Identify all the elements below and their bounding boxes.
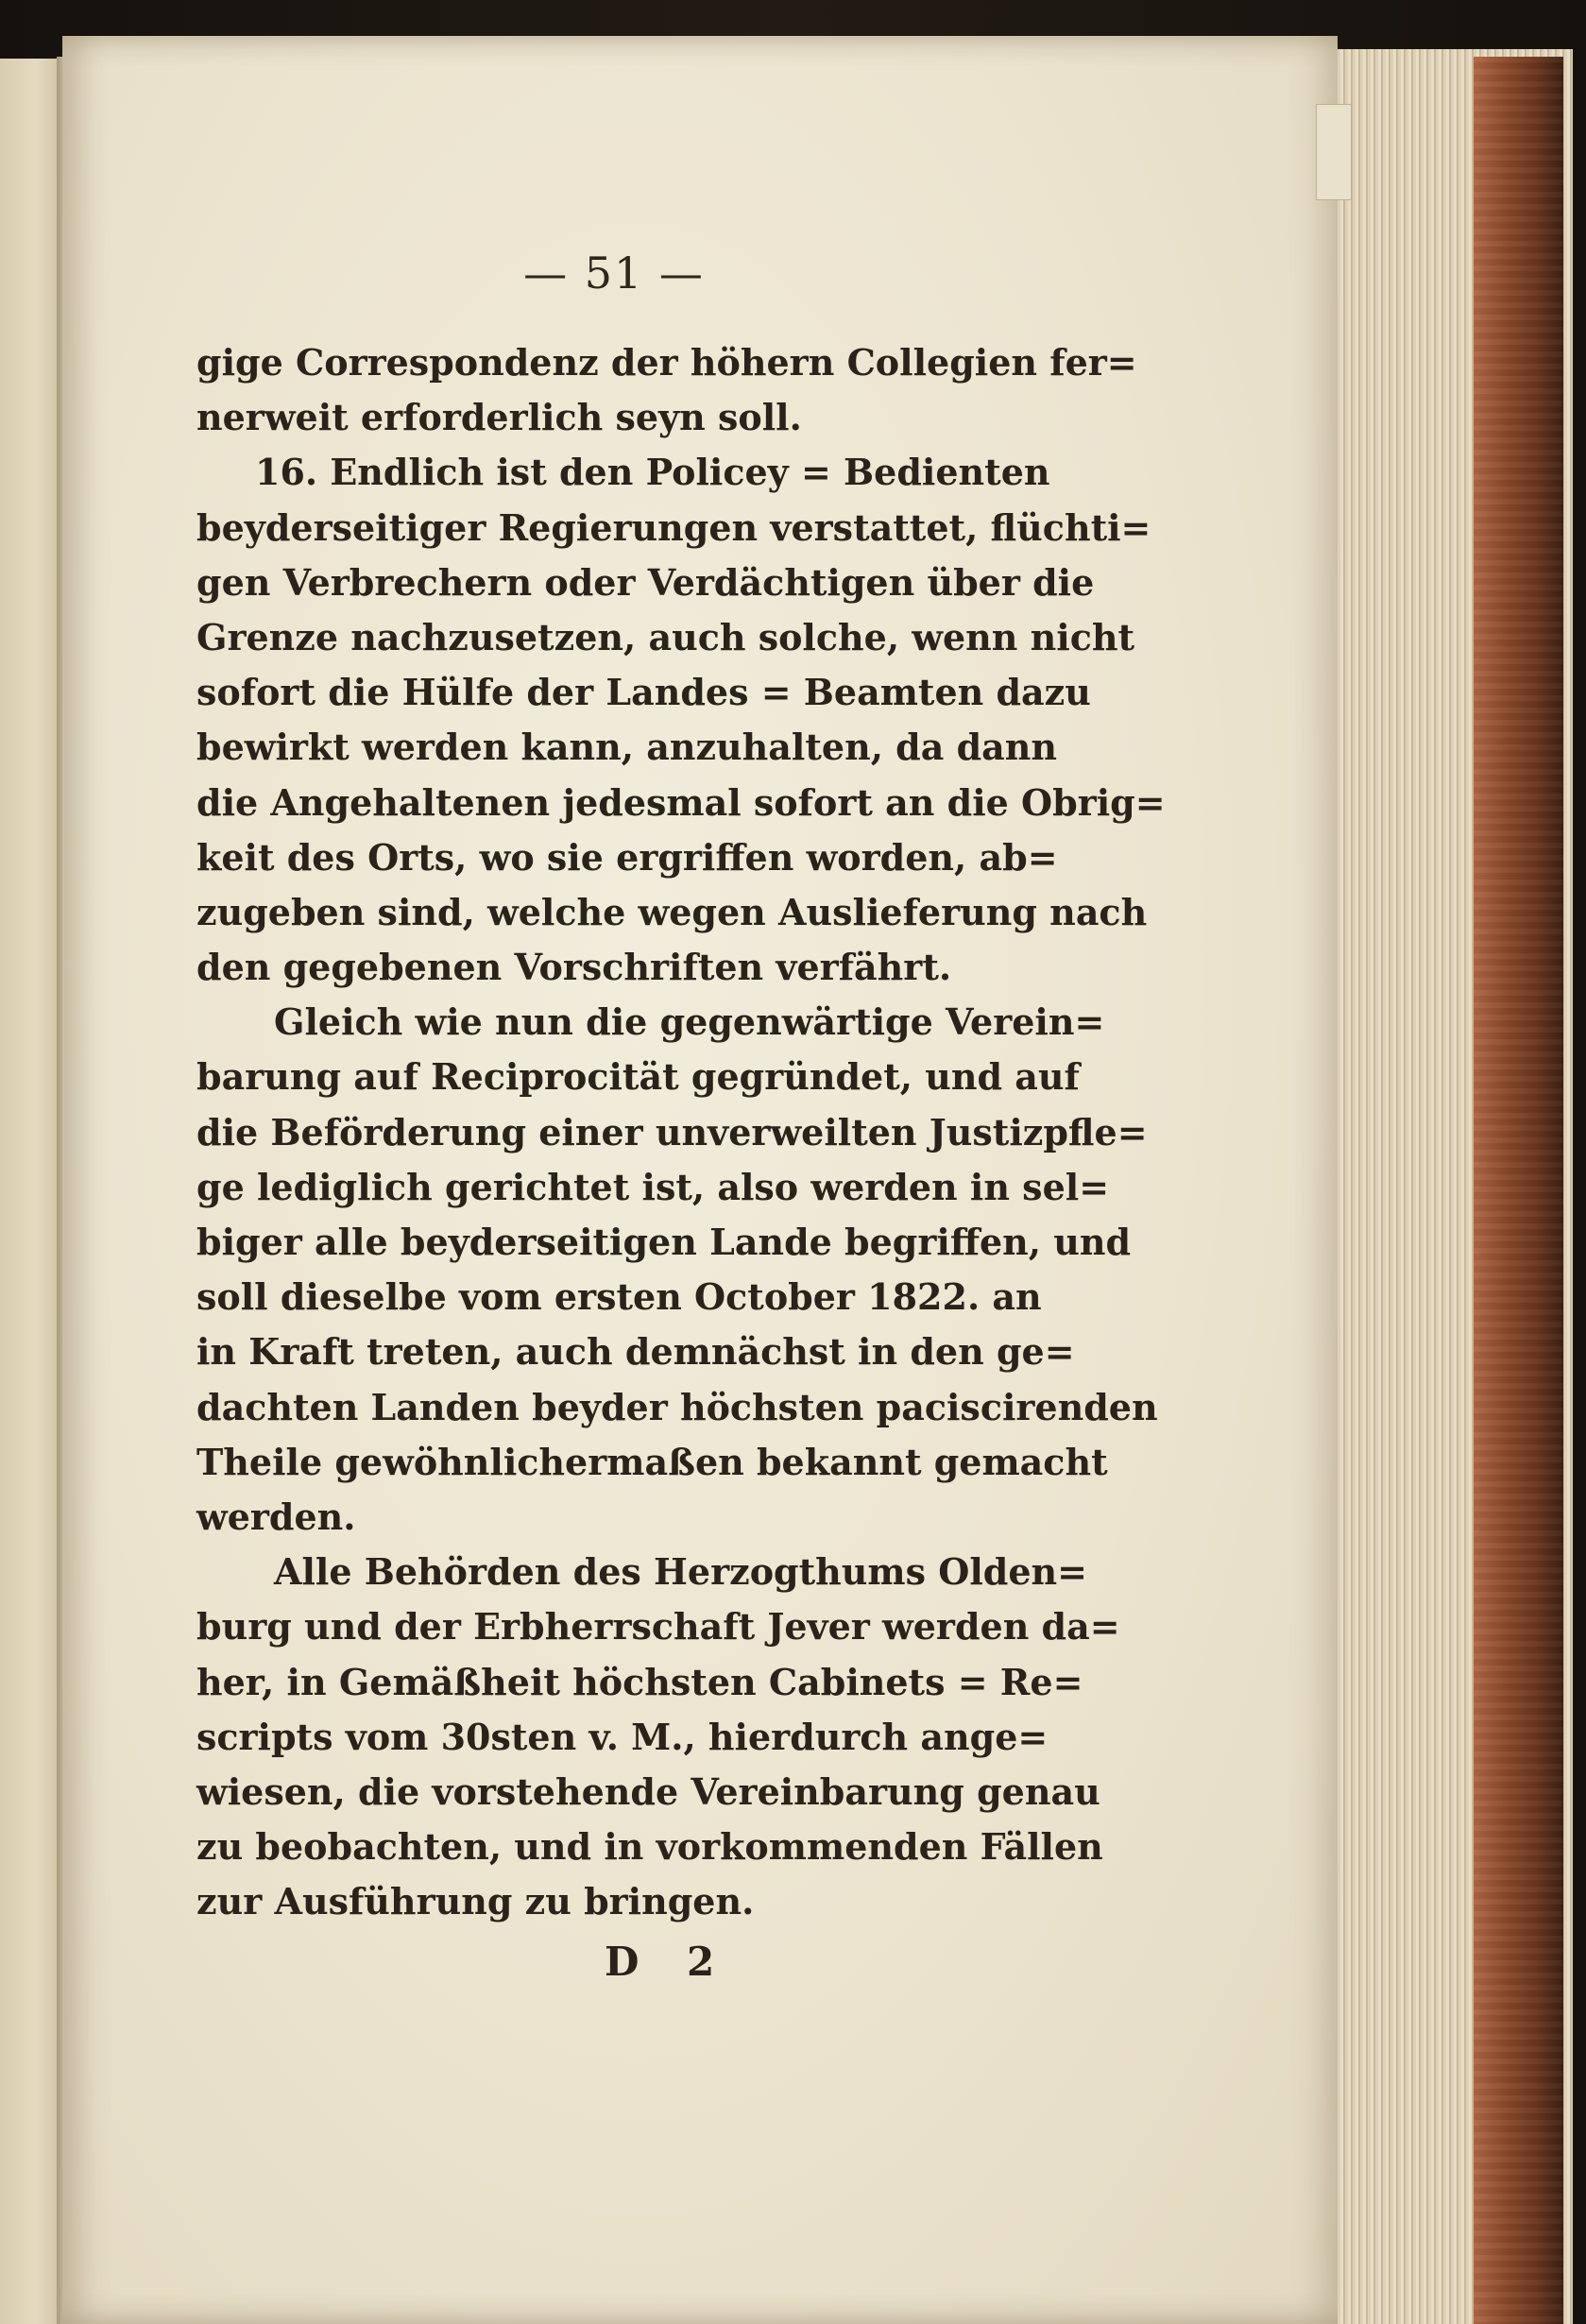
text-line: gige Correspondenz der höhern Collegien fer= bbox=[196, 341, 1137, 384]
text-line: scripts vom 30sten v. M., hierdurch ange= bbox=[196, 1715, 1049, 1758]
text-line: in Kraft treten, auch demnächst in den ge= bbox=[196, 1330, 1075, 1374]
body-text bbox=[196, 335, 1166, 1929]
text-line: gen Verbrechern oder Verdächtigen über die bbox=[196, 560, 1095, 604]
text-line: Theile gewöhnlichermaßen bekannt gemacht bbox=[196, 1440, 1108, 1483]
text-line: Gleich wie nun die gegenwärtige Verein= bbox=[274, 1000, 1105, 1044]
text-line: barung auf Reciprocität gegründet, und auf bbox=[196, 1055, 1080, 1099]
text-line: die Beförderung einer unverweilten Justizpfle= bbox=[196, 1110, 1148, 1153]
text-line: biger alle beyderseitigen Lande begriffen, und bbox=[196, 1221, 1132, 1263]
text-line: die Angehaltenen jedesmal sofort an die Obrig= bbox=[196, 780, 1166, 824]
text-line: den gegebenen Vorschriften verfährt. bbox=[196, 946, 952, 989]
text-line: her, in Gemäßheit höchsten Cabinets = Re= bbox=[196, 1660, 1083, 1703]
text-line: Alle Behörden des Herzogthums Olden= bbox=[274, 1550, 1088, 1594]
text-line: zugeben sind, welche wegen Auslieferung nach bbox=[196, 890, 1148, 933]
text-line: zu beobachten, und in vorkommenden Fällen bbox=[196, 1825, 1103, 1869]
text-line: soll dieselbe vom ersten October 1822. an bbox=[196, 1275, 1042, 1319]
text-line: Grenze nachzusetzen, auch solche, wenn nicht bbox=[196, 615, 1135, 658]
previous-page-edge bbox=[0, 59, 62, 2324]
text-line: ge lediglich gerichtet ist, also werden in sel= bbox=[196, 1165, 1110, 1208]
text-line: zur Ausführung zu bringen. bbox=[196, 1880, 755, 1923]
text-line: burg und der Erbherrschaft Jever werden da= bbox=[196, 1605, 1120, 1649]
text-line: dachten Landen beyder höchsten paciscirenden bbox=[196, 1385, 1158, 1428]
text-line: bewirkt werden kann, anzuhalten, da dann bbox=[196, 726, 1058, 769]
page-corner-tab bbox=[1316, 104, 1352, 200]
text-line: 16. Endlich ist den Policey = Bedienten bbox=[255, 451, 1050, 494]
text-line: sofort die Hülfe der Landes = Beamten dazu bbox=[196, 671, 1091, 714]
leather-cover-edge bbox=[1474, 57, 1563, 2324]
signature-mark: D 2 bbox=[605, 1939, 732, 1985]
page-number: — 51 — bbox=[523, 248, 705, 299]
text-line: werden. bbox=[196, 1495, 356, 1538]
text-line: wiesen, die vorstehende Vereinbarung genau bbox=[196, 1769, 1100, 1813]
text-line: beyderseitiger Regierungen verstattet, flüchti= bbox=[196, 505, 1151, 549]
text-line: keit des Orts, wo sie ergriffen worden, ab= bbox=[196, 835, 1058, 879]
text-line: nerweit erforderlich seyn soll. bbox=[196, 396, 802, 439]
